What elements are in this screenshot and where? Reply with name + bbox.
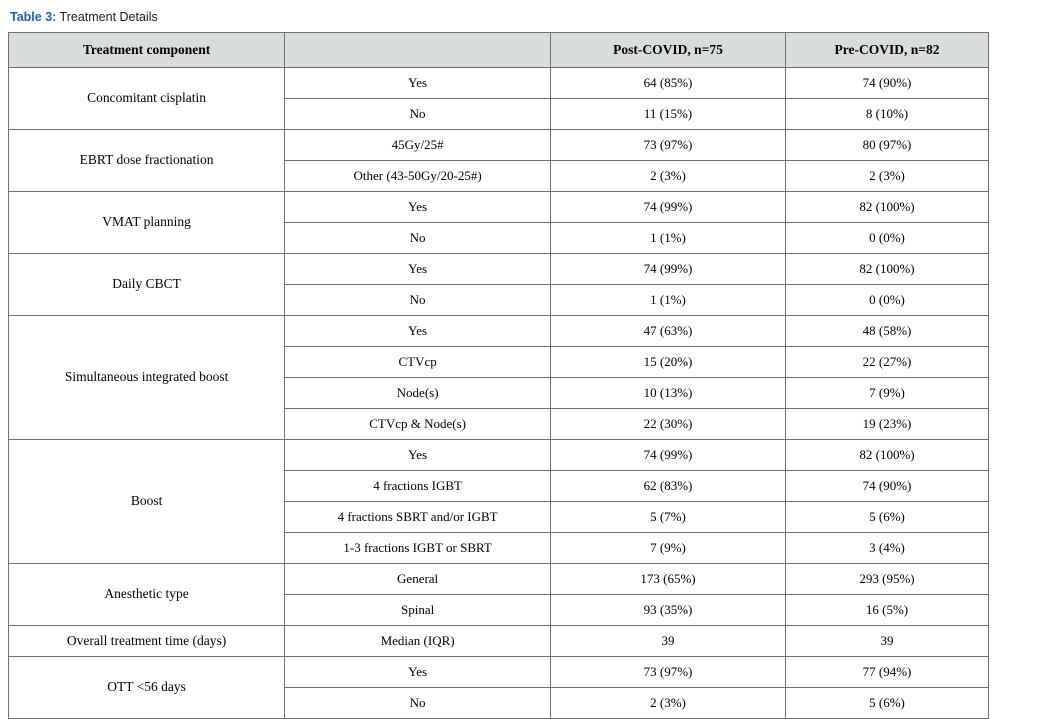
- cell-pre-covid: 0 (0%): [785, 223, 988, 254]
- cell-post-covid: 39: [551, 626, 786, 657]
- cell-post-covid: 74 (99%): [551, 440, 786, 471]
- row-group-label: Overall treatment time (days): [9, 626, 285, 657]
- row-sub-label: CTVcp & Node(s): [285, 409, 551, 440]
- row-sub-label: Node(s): [285, 378, 551, 409]
- row-sub-label: Other (43-50Gy/20-25#): [285, 161, 551, 192]
- row-sub-label: CTVcp: [285, 347, 551, 378]
- cell-pre-covid: 77 (94%): [785, 657, 988, 688]
- cell-post-covid: 7 (9%): [551, 533, 786, 564]
- cell-post-covid: 2 (3%): [551, 688, 786, 719]
- cell-post-covid: 64 (85%): [551, 68, 786, 99]
- cell-post-covid: 74 (99%): [551, 254, 786, 285]
- row-sub-label: 4 fractions IGBT: [285, 471, 551, 502]
- table-row: [9, 68, 989, 99]
- cell-post-covid: 73 (97%): [551, 130, 786, 161]
- row-sub-label: Yes: [285, 68, 551, 99]
- cell-post-covid: 93 (35%): [551, 595, 786, 626]
- cell-post-covid: 10 (13%): [551, 378, 786, 409]
- cell-pre-covid: 19 (23%): [785, 409, 988, 440]
- table-row: [9, 254, 989, 285]
- cell-pre-covid: 3 (4%): [785, 533, 988, 564]
- row-sub-label: Yes: [285, 316, 551, 347]
- table-row: [9, 440, 989, 471]
- cell-post-covid: 1 (1%): [551, 223, 786, 254]
- row-sub-label: No: [285, 223, 551, 254]
- cell-post-covid: 47 (63%): [551, 316, 786, 347]
- row-sub-label: No: [285, 688, 551, 719]
- cell-post-covid: 73 (97%): [551, 657, 786, 688]
- column-header-blank: [285, 33, 551, 68]
- cell-pre-covid: 5 (6%): [785, 688, 988, 719]
- row-group-label: Anesthetic type: [9, 564, 285, 626]
- row-group-label: Daily CBCT: [9, 254, 285, 316]
- row-sub-label: Spinal: [285, 595, 551, 626]
- cell-pre-covid: 80 (97%): [785, 130, 988, 161]
- row-group-label: OTT <56 days: [9, 657, 285, 719]
- column-header-treatment-component: Treatment component: [9, 33, 285, 68]
- row-sub-label: No: [285, 285, 551, 316]
- table-row: [9, 657, 989, 688]
- cell-post-covid: 2 (3%): [551, 161, 786, 192]
- row-group-label: Simultaneous integrated boost: [9, 316, 285, 440]
- treatment-details-table: [8, 32, 989, 719]
- row-sub-label: 45Gy/25#: [285, 130, 551, 161]
- row-group-label: EBRT dose fractionation: [9, 130, 285, 192]
- row-sub-label: Median (IQR): [285, 626, 551, 657]
- table-row: [9, 130, 989, 161]
- row-sub-label: Yes: [285, 192, 551, 223]
- cell-post-covid: 173 (65%): [551, 564, 786, 595]
- table-row: [9, 626, 989, 657]
- cell-pre-covid: 39: [785, 626, 988, 657]
- row-group-label: Concomitant cisplatin: [9, 68, 285, 130]
- cell-pre-covid: 82 (100%): [785, 192, 988, 223]
- cell-pre-covid: 2 (3%): [785, 161, 988, 192]
- cell-post-covid: 11 (15%): [551, 99, 786, 130]
- row-sub-label: 4 fractions SBRT and/or IGBT: [285, 502, 551, 533]
- cell-pre-covid: 0 (0%): [785, 285, 988, 316]
- cell-post-covid: 5 (7%): [551, 502, 786, 533]
- cell-post-covid: 22 (30%): [551, 409, 786, 440]
- cell-pre-covid: 293 (95%): [785, 564, 988, 595]
- row-sub-label: Yes: [285, 254, 551, 285]
- row-group-label: Boost: [9, 440, 285, 564]
- table-caption-text: Treatment Details: [56, 10, 158, 24]
- row-sub-label: No: [285, 99, 551, 130]
- table-row: [9, 564, 989, 595]
- cell-pre-covid: 48 (58%): [785, 316, 988, 347]
- cell-pre-covid: 74 (90%): [785, 68, 988, 99]
- cell-post-covid: 15 (20%): [551, 347, 786, 378]
- table-caption-label: Table 3:: [10, 10, 57, 24]
- table-body: [9, 68, 989, 719]
- table-row: [9, 192, 989, 223]
- row-sub-label: 1-3 fractions IGBT or SBRT: [285, 533, 551, 564]
- cell-pre-covid: 82 (100%): [785, 254, 988, 285]
- cell-post-covid: 62 (83%): [551, 471, 786, 502]
- cell-pre-covid: 74 (90%): [785, 471, 988, 502]
- table-header: [9, 33, 989, 68]
- row-sub-label: General: [285, 564, 551, 595]
- cell-pre-covid: 16 (5%): [785, 595, 988, 626]
- cell-pre-covid: 7 (9%): [785, 378, 988, 409]
- cell-post-covid: 1 (1%): [551, 285, 786, 316]
- column-header-post-covid: Post-COVID, n=75: [551, 33, 786, 68]
- table-caption: [10, 10, 1015, 24]
- cell-pre-covid: 5 (6%): [785, 502, 988, 533]
- row-group-label: VMAT planning: [9, 192, 285, 254]
- cell-pre-covid: 82 (100%): [785, 440, 988, 471]
- table-header-row: [9, 33, 989, 68]
- row-sub-label: Yes: [285, 657, 551, 688]
- cell-pre-covid: 8 (10%): [785, 99, 988, 130]
- table-row: [9, 316, 989, 347]
- column-header-pre-covid: Pre-COVID, n=82: [785, 33, 988, 68]
- cell-pre-covid: 22 (27%): [785, 347, 988, 378]
- row-sub-label: Yes: [285, 440, 551, 471]
- cell-post-covid: 74 (99%): [551, 192, 786, 223]
